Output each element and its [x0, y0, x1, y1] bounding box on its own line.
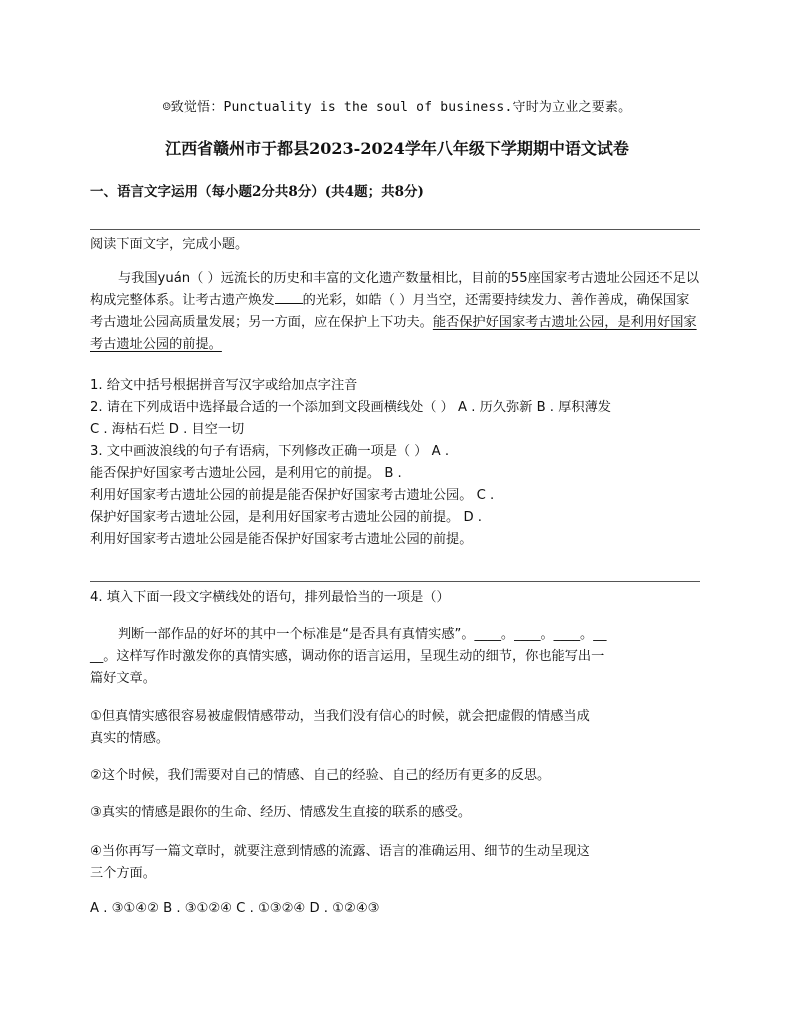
question-2-line-1: 2. 请在下列成语中选择最合适的一个添加到文段画横线处（ ） A . 历久弥新 B . 厚积薄发: [90, 400, 611, 415]
q4-option-3: ③真实的情感是跟你的生命、经历、情感发生直接的联系的感受。: [90, 805, 472, 820]
divider-top: [90, 229, 700, 230]
passage-text-2: 的光彩，如皓（ ）月当空，还需要持续发力、善作善成，确保国家考古遗址公园高质量发展；另一方面，应在保护上下功夫。: [90, 293, 690, 330]
page-title: 江西省赣州市于都县2023-2024学年八年级下学期期中语文试卷: [165, 139, 629, 158]
question-4: 4. 填入下面一段文字横线处的语句，排列最恰当的一项是（）: [90, 590, 450, 605]
question-3-option-d: 利用好国家考古遗址公园是能否保护好国家考古遗址公园的前提。: [90, 532, 473, 547]
section-heading: 一、语言文字运用（每小题2分共8分）(共4题；共8分): [90, 184, 424, 200]
reading-passage: [90, 268, 702, 356]
q4-passage-line-3: 篇好文章。: [90, 671, 156, 686]
passage-underlined-sentence: 能否保护好国家考古遗址公园，是利用好国家考古遗址公园的前提。: [90, 315, 697, 352]
question-1: 1. 给文中括号根据拼音写汉字或给加点字注音: [90, 378, 358, 393]
motto-line: ☺致觉悟：Punctuality is the soul of business.守时为立业之要素。: [162, 100, 632, 115]
q4-answer-choices: A . ③①④② B . ③①②④ C . ①③②④ D . ①②④③: [90, 901, 380, 916]
passage-blank: [275, 291, 303, 304]
question-4-passage: [90, 624, 702, 690]
question-3-option-a: 能否保护好国家考古遗址公园，是利用它的前提。 B .: [90, 466, 402, 481]
q4-option-4: [90, 841, 702, 885]
question-4-block: [90, 587, 702, 609]
question-3-option-b: 利用好国家考古遗址公园的前提是能否保护好国家考古遗址公园。 C .: [90, 488, 495, 503]
q4-option-1: [90, 706, 702, 750]
passage-text-1: 与我国yuán（ ）远流长的历史和丰富的文化遗产数量相比，目前的55座国家考古遗址公园还不足以构成完整体系。让考古遗产焕发: [90, 271, 700, 308]
questions-1-3: [90, 375, 702, 551]
reading-intro: 阅读下面文字，完成小题。: [90, 237, 249, 252]
question-3-line-1: 3. 文中画波浪线的句子有语病，下列修改正确一项是（ ） A .: [90, 444, 450, 459]
q4-passage-line-2: __。这样写作时激发你的真情实感，调动你的语言运用，呈现生动的细节，你也能写出一: [90, 649, 605, 664]
question-3-option-c: 保护好国家考古遗址公园，是利用好国家考古遗址公园的前提。 D .: [90, 510, 482, 525]
q4-option-4-line-1: ④当你再写一篇文章时，就要注意到情感的流露、语言的准确运用、细节的生动呈现这: [90, 844, 590, 859]
divider-middle: [90, 581, 700, 582]
q4-option-2: ②这个时候，我们需要对自己的情感、自己的经验、自己的经历有更多的反思。: [90, 768, 551, 783]
question-2-line-2: C . 海枯石烂 D . 目空一切: [90, 422, 245, 437]
q4-passage-line-1: 判断一部作品的好坏的其中一个标准是“是否具有真情实感”。____。____。____。__: [118, 627, 607, 642]
q4-option-1-line-2: 真实的情感。: [90, 731, 170, 746]
q4-option-1-line-1: ①但真情实感很容易被虚假情感带动，当我们没有信心的时候，就会把虚假的情感当成: [90, 709, 590, 724]
q4-option-4-line-2: 三个方面。: [90, 866, 156, 881]
